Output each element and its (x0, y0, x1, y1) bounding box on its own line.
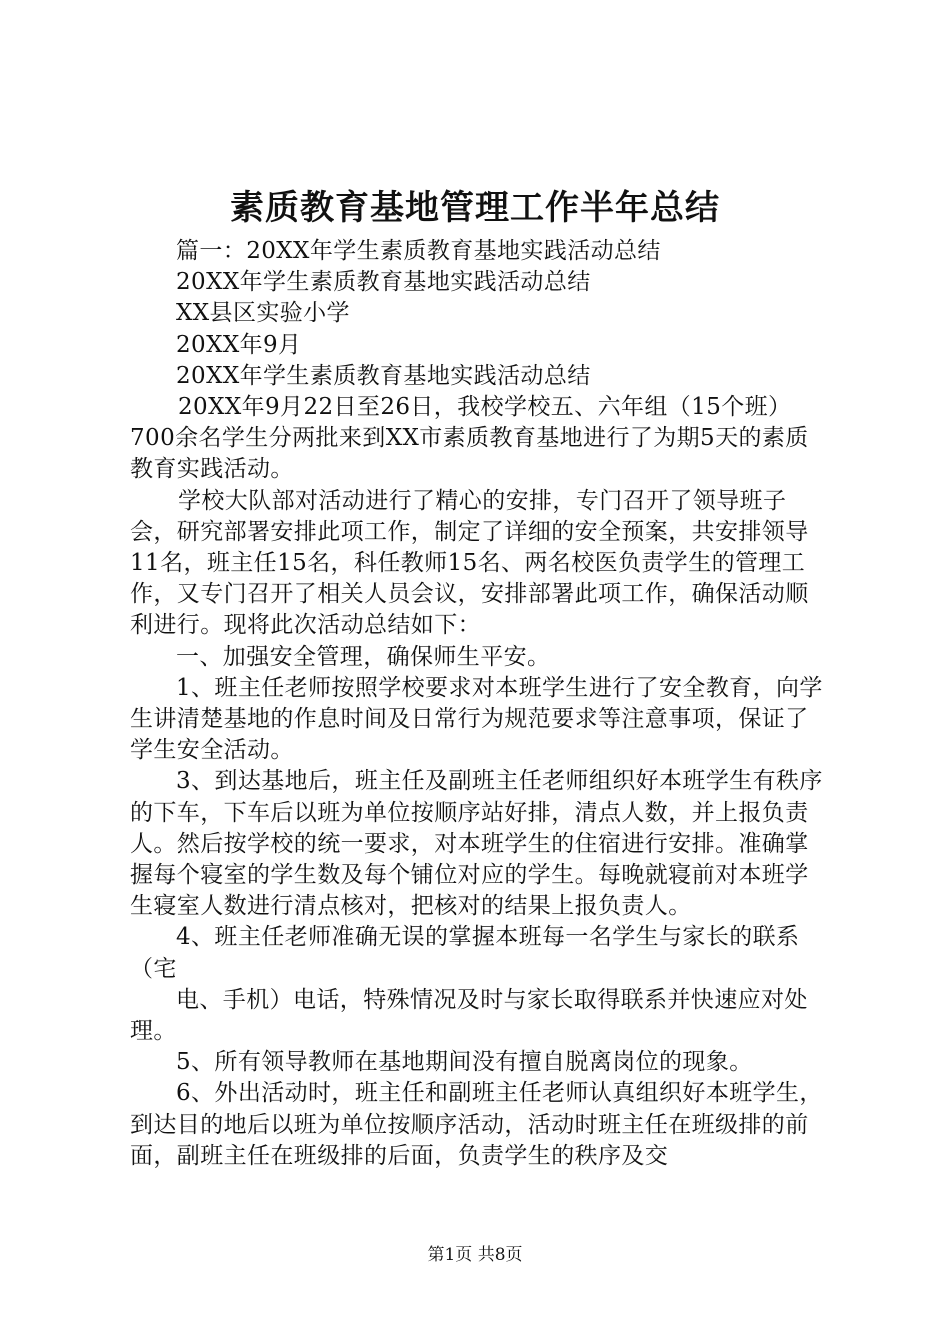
paragraph-item-4-continued: 电、手机）电话，特殊情况及时与家长取得联系并快速应对处理。 (130, 986, 808, 1045)
page-number-footer: 第1页 共8页 (427, 1245, 523, 1265)
paragraph-school: XX县区实验小学 (176, 300, 350, 327)
paragraph-item-6: 6、外出活动时，班主任和副班主任老师认真组织好本班学生，到达目的地后以班为单位按顺序活动，活动时班主任在班级排的前面，副班主任在班级排的后面，负责学生的秩序及交 (130, 1080, 823, 1169)
paragraph-arrangement: 学校大队部对活动进行了精心的安排，专门召开了领导班子会，研究部署安排此项工作，制定了详细的安全预案，共安排领导11名，班主任15名，科任教师15名、两名校医负责学生的管理工作，又专门召开了相关人员会议，安排部署此项工作，确保活动顺利进行。现将此次活动总结如下： (130, 487, 809, 639)
document-body (130, 236, 830, 1172)
paragraph-item-5: 5、所有领导教师在基地期间没有擅自脱离岗位的现象。 (176, 1049, 753, 1076)
document-title: 素质教育基地管理工作半年总结 (230, 188, 720, 228)
paragraph-date: 20XX年9月 (176, 331, 302, 358)
paragraph-item-4: 4、班主任老师准确无误的掌握本班每一名学生与家长的联系（宅 (130, 924, 800, 982)
paragraph-subtitle-repeat: 20XX年学生素质教育基地实践活动总结 (176, 362, 591, 389)
paragraph-subtitle: 20XX年学生素质教育基地实践活动总结 (176, 269, 591, 296)
paragraph-item-1: 1、班主任老师按照学校要求对本班学生进行了安全教育，向学生讲清楚基地的作息时间及日常行为规范要求等注意事项，保证了学生安全活动。 (130, 674, 823, 764)
paragraph-item-3: 3、到达基地后，班主任及副班主任老师组织好本班学生有秩序的下车，下车后以班为单位按顺序站好排，清点人数，并上报负责人。然后按学校的统一要求，对本班学生的住宿进行安排。准确掌握每个寝室的学生数及每个铺位对应的学生。每晚就寝前对本班学生寝室人数进行清点核对，把核对的结果上报负责人。 (130, 768, 823, 920)
paragraph-section-heading: 一、加强安全管理，确保师生平安。 (176, 643, 551, 670)
paragraph-intro: 20XX年9月22日至26日，我校学校五、六年组（15个班）700余名学生分两批来到XX市素质教育基地进行了为期5天的素质教育实践活动。 (130, 394, 809, 483)
paragraph-chapter-heading: 篇一：20XX年学生素质教育基地实践活动总结 (176, 238, 661, 264)
